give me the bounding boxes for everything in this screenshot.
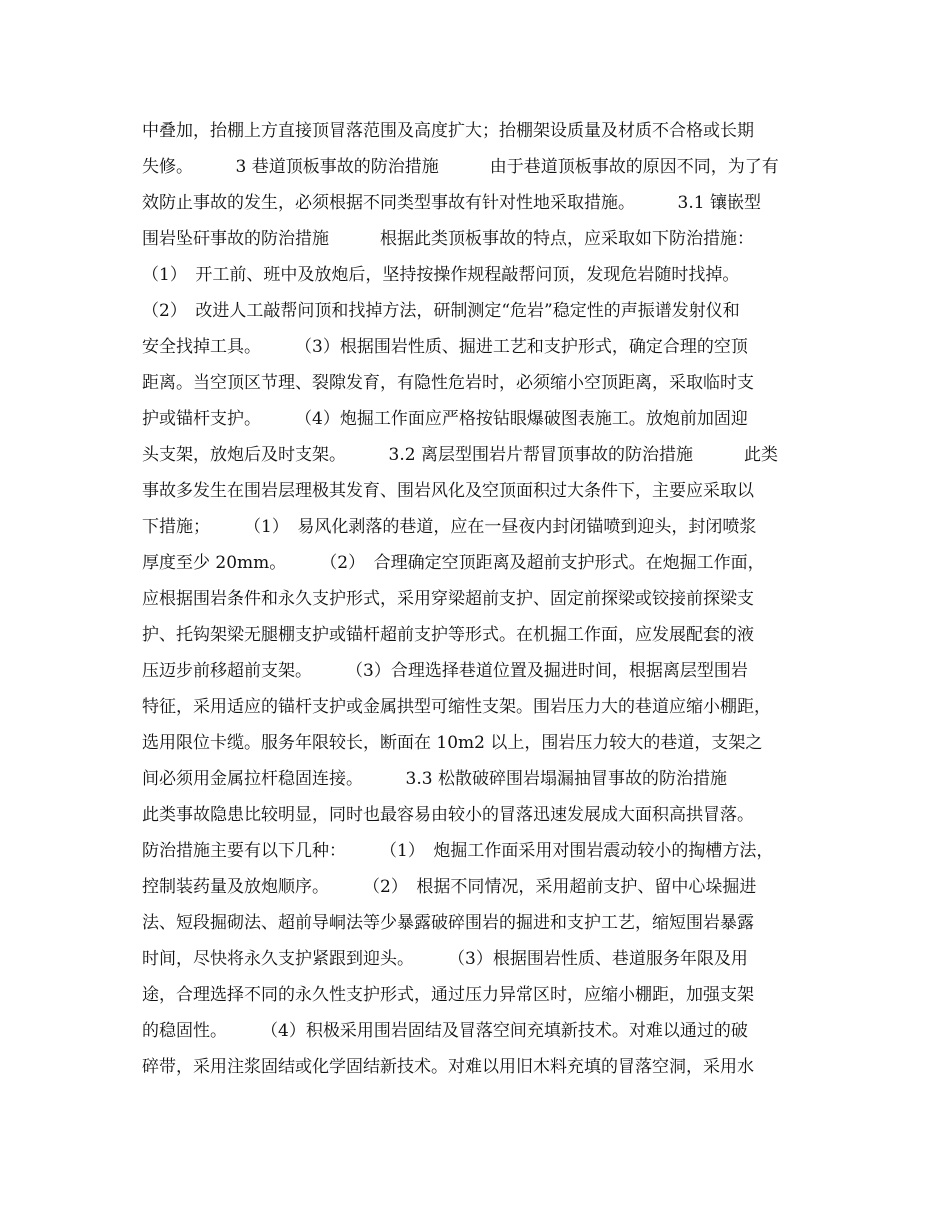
- text-line: （2） 改进人工敲帮问顶和找掉方法，研制测定“危岩”稳定性的声振谱发射仪和: [142, 301, 740, 321]
- text-line: 时间，尽快将永久支护紧跟到迎头。 （3）根据围岩性质、巷道服务年限及用: [142, 949, 748, 969]
- text-line: 安全找掉工具。 （3）根据围岩性质、掘进工艺和支护形式，确定合理的空顶: [142, 337, 748, 357]
- text-line: 碎带，采用注浆固结或化学固结新技术。对难以用旧木料充填的冒落空洞，采用水: [142, 1057, 754, 1077]
- text-line: 距离。当空顶区节理、裂隙发育，有隐性危岩时，必须缩小空顶距离，采取临时支: [142, 373, 754, 393]
- body-text: [142, 113, 832, 1085]
- text-line: 下措施； （1） 易风化剥落的巷道，应在一昼夜内封闭锚喷到迎头，封闭喷浆: [142, 517, 757, 537]
- text-line: 护或锚杆支护。 （4）炮掘工作面应严格按钻眼爆破图表施工。放炮前加固迎: [142, 409, 748, 429]
- text-line: 的稳固性。 （4）积极采用围岩固结及冒落空间充填新技术。对难以通过的破: [142, 1021, 748, 1041]
- text-line: 此类事故隐患比较明显，同时也最容易由较小的冒落迅速发展成大面积高拱冒落。: [142, 805, 754, 825]
- text-line: 围岩坠矸事故的防治措施 根据此类顶板事故的特点，应采取如下防治措施：: [142, 229, 754, 249]
- text-line: 应根据围岩条件和永久支护形式，采用穿梁超前支护、固定前探梁或铰接前探梁支: [142, 589, 754, 609]
- text-line: 失修。 3 巷道顶板事故的防治措施 由于巷道顶板事故的原因不同，为了有: [142, 157, 779, 177]
- text-line: 压迈步前移超前支架。 （3）合理选择巷道位置及掘进时间，根据离层型围岩: [142, 661, 748, 681]
- text-line: 中叠加，抬棚上方直接顶冒落范围及高度扩大；抬棚架设质量及材质不合格或长期: [142, 121, 754, 141]
- text-line: 防治措施主要有以下几种： （1） 炮掘工作面采用对围岩震动较小的掏槽方法，: [142, 841, 774, 861]
- text-line: （1） 开工前、班中及放炮后，坚持按操作规程敲帮问顶，发现危岩随时找掉。: [142, 265, 740, 285]
- text-line: 护、托钩架梁无腿棚支护或锚杆超前支护等形式。在机掘工作面，应发展配套的液: [142, 625, 754, 645]
- text-line: 特征，采用适应的锚杆支护或金属拱型可缩性支架。围岩压力大的巷道应缩小棚距，: [142, 697, 771, 717]
- text-line: 途，合理选择不同的永久性支护形式，通过压力异常区时，应缩小棚距，加强支架: [142, 985, 754, 1005]
- text-line: 法、短段掘砌法、超前导峒法等少暴露破碎围岩的掘进和支护工艺，缩短围岩暴露: [142, 913, 754, 933]
- text-line: 效防止事故的发生，必须根据不同类型事故有针对性地采取措施。 3.1 镶嵌型: [142, 193, 761, 213]
- text-line: 头支架，放炮后及时支架。 3.2 离层型围岩片帮冒顶事故的防治措施 此类: [142, 445, 778, 465]
- text-line: 事故多发生在围岩层理极其发育、围岩风化及空顶面积过大条件下，主要应采取以: [142, 481, 754, 501]
- text-line: 控制装药量及放炮顺序。 （2） 根据不同情况，采用超前支护、留中心垛掘进: [142, 877, 757, 897]
- text-line: 间必须用金属拉杆稳固连接。 3.3 松散破碎围岩塌漏抽冒事故的防治措施: [142, 769, 727, 789]
- text-line: 选用限位卡缆。服务年限较长，断面在 10m2 以上，围岩压力较大的巷道，支架之: [142, 733, 763, 753]
- text-line: 厚度至少 20mm。 （2） 合理确定空顶距离及超前支护形式。在炮掘工作面，: [142, 553, 765, 573]
